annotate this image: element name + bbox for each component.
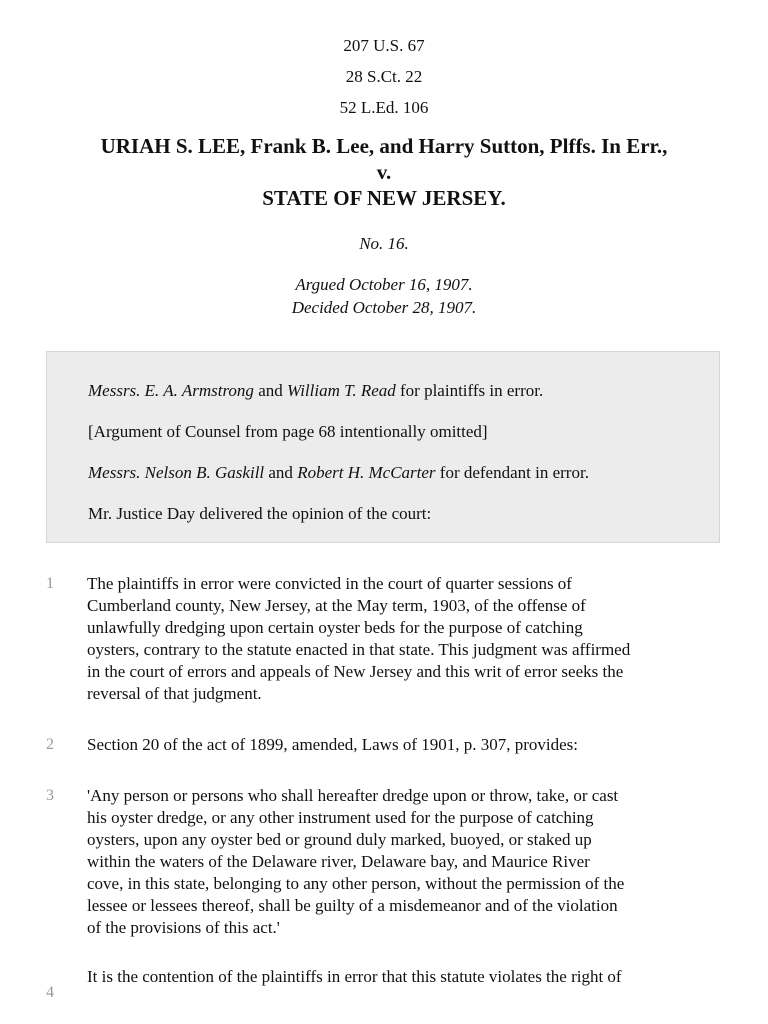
paragraph-number: 4 [46, 984, 54, 1001]
defendant-counsel [88, 462, 719, 484]
case-number: No. 16. [359, 234, 409, 253]
paragraph-text [87, 966, 727, 988]
citation-sct: 28 S.Ct. 22 [345, 67, 423, 86]
paragraph-number: 1 [46, 575, 54, 592]
case-title-respondent: STATE OF NEW JERSEY. [262, 186, 506, 210]
paragraph-line: 'Any person or persons who shall hereafter dredge upon or throw, take, or cast [87, 786, 619, 805]
paragraph-line: lessee or lessees thereof, shall be guilty of a misdemeanor and of the violation [87, 896, 618, 915]
paragraph-line: Cumberland county, New Jersey, at the May term, 1903, of the offense of [87, 596, 586, 615]
case-title-versus: v. [376, 160, 392, 184]
case-title [0, 133, 768, 211]
counsel-box [46, 351, 720, 543]
paragraph-line: It is the contention of the plaintiffs in error that this statute violates the right of [87, 967, 622, 986]
defendant-counsel-name-2: Robert H. McCarter [297, 463, 436, 482]
defendant-counsel-name-1: Messrs. Nelson B. Gaskill [88, 463, 265, 482]
paragraph-line: within the waters of the Delaware river, Delaware bay, and Maurice River [87, 852, 590, 871]
paragraph-text [87, 785, 727, 939]
plaintiffs-counsel-name-2: William T. Read [286, 381, 396, 400]
paragraph-1 [0, 573, 768, 705]
paragraph-line: oysters, contrary to the statute enacted in that state. This judgment was affirmed [87, 640, 631, 659]
paragraph-line: The plaintiffs in error were convicted in the court of quarter sessions of [87, 574, 572, 593]
paragraph-2 [0, 734, 768, 756]
paragraph-text [87, 734, 727, 756]
citation-led: 52 L.Ed. 106 [339, 98, 429, 117]
defendant-counsel-and: and [264, 463, 298, 482]
paragraph-number: 3 [46, 787, 54, 804]
paragraph-line: his oyster dredge, or any other instrument used for the purpose of catching [87, 808, 594, 827]
paragraph-line: Section 20 of the act of 1899, amended, Laws of 1901, p. 307, provides: [87, 735, 579, 754]
opinion-delivery: Mr. Justice Day delivered the opinion of the court: [88, 504, 432, 523]
argument-omitted-note: [Argument of Counsel from page 68 intentionally omitted] [88, 422, 488, 441]
citation-us: 207 U.S. 67 [343, 36, 425, 55]
paragraph-line: cove, in this state, belonging to any other person, without the permission of the [87, 874, 625, 893]
paragraph-number: 2 [46, 736, 54, 753]
plaintiffs-counsel-and: and [253, 381, 287, 400]
paragraph-3 [0, 785, 768, 939]
case-dates [0, 273, 768, 319]
defendant-counsel-role: for defendant in error. [435, 463, 589, 482]
paragraph-line: reversal of that judgment. [87, 684, 262, 703]
argued-date: Argued October 16, 1907. [295, 275, 473, 294]
case-title-parties: URIAH S. LEE, Frank B. Lee, and Harry Sutton, Plffs. In Err., [100, 134, 668, 158]
plaintiffs-counsel-name-1: Messrs. E. A. Armstrong [88, 381, 254, 400]
paragraph-line: of the provisions of this act.' [87, 918, 280, 937]
paragraph-line: oysters, upon any oyster bed or ground duly marked, buoyed, or staked up [87, 830, 592, 849]
paragraph-4 [0, 966, 768, 1001]
paragraph-line: in the court of errors and appeals of New Jersey and this writ of error seeks the [87, 662, 624, 681]
paragraph-text [87, 573, 727, 705]
paragraph-line: unlawfully dredging upon certain oyster beds for the purpose of catching [87, 618, 583, 637]
plaintiffs-counsel-role: for plaintiffs in error. [395, 381, 544, 400]
citations [0, 0, 768, 123]
plaintiffs-counsel [88, 380, 719, 402]
decided-date: Decided October 28, 1907. [291, 298, 477, 317]
